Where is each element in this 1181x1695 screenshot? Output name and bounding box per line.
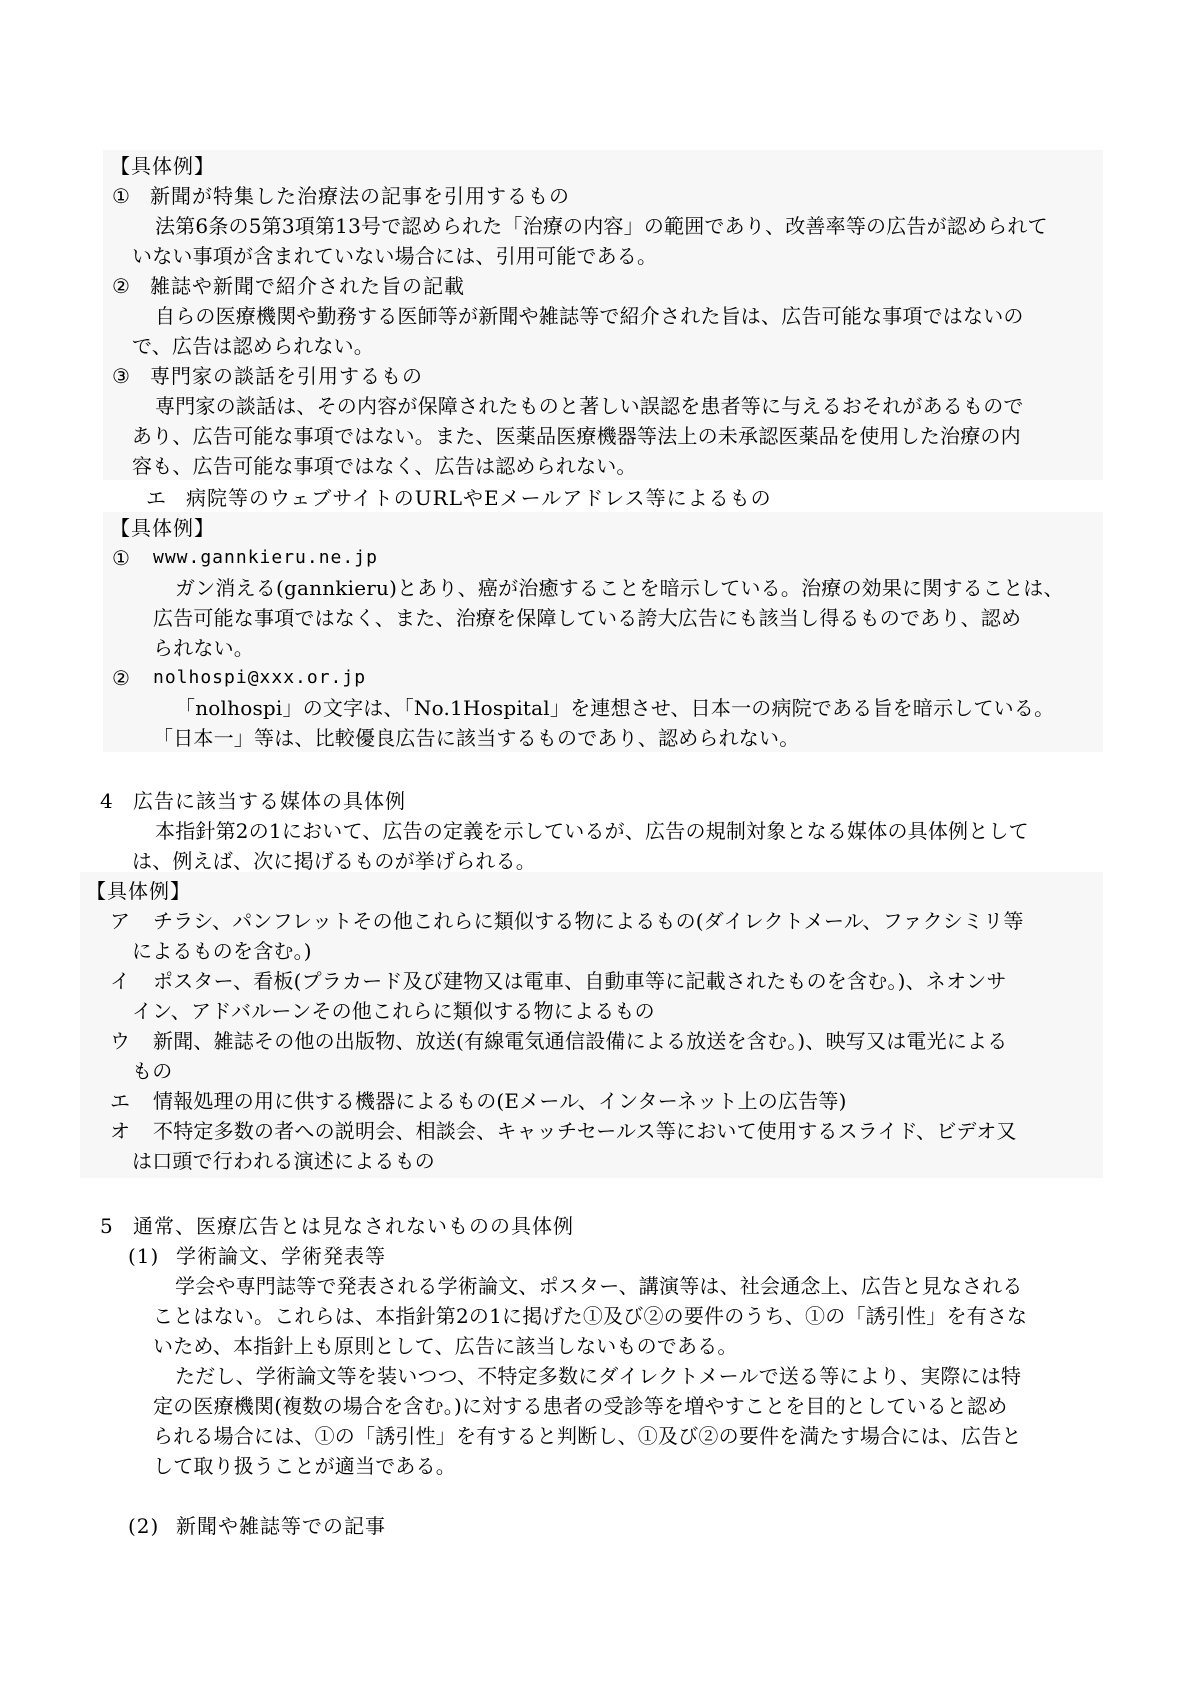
- media-line: チラシ、パンフレットその他これらに類似する物によるもの(ダイレクトメール、ファクシミリ等: [153, 909, 1024, 933]
- media-line: は口頭で行われる演述によるもの: [132, 1149, 435, 1173]
- media-marker: イ: [110, 969, 131, 993]
- subsection-title: 新聞や雑誌等での記事: [176, 1514, 386, 1538]
- example-body-line: 自らの医療機関や勤務する医師等が新聞や雑誌等で紹介された旨は、広告可能な事項ではないの: [155, 304, 1024, 328]
- paragraph-line: られる場合には、①の「誘引性」を有すると判断し、①及び②の要件を満たす場合には、広告と: [153, 1424, 1022, 1448]
- subsection-marker: エ: [146, 486, 167, 510]
- subsection-marker: (1): [128, 1244, 160, 1268]
- section-title: 通常、医療広告とは見なされないものの具体例: [133, 1214, 574, 1238]
- media-line: ポスター、看板(プラカード及び建物又は電車、自動車等に記載されたものを含む。)、ネオンサ: [153, 969, 1007, 993]
- section-title: 広告に該当する媒体の具体例: [133, 789, 406, 813]
- example-body-line: 「日本一」等は、比較優良広告に該当するものであり、認められない。: [153, 726, 800, 750]
- example-title: 雑誌や新聞で紹介された旨の記載: [150, 274, 465, 298]
- examples-heading: 【具体例】: [110, 154, 215, 178]
- media-line: 情報処理の用に供する機器によるもの(Eメール、インターネット上の広告等): [153, 1089, 847, 1113]
- section-number: 4: [100, 789, 114, 813]
- media-line: イン、アドバルーンその他これらに類似する物によるもの: [132, 999, 655, 1023]
- example-email: nolhospi@xxx.or.jp: [153, 667, 367, 688]
- subsection-title: 学術論文、学術発表等: [176, 1244, 386, 1268]
- section-number: 5: [100, 1214, 114, 1238]
- example-body-line: ガン消える(gannkieru)とあり、癌が治癒することを暗示している。治療の効果に関することは、: [175, 576, 1064, 600]
- examples-heading: 【具体例】: [86, 879, 191, 903]
- paragraph-line: ことはない。これらは、本指針第2の1に掲げた①及び②の要件のうち、①の「誘引性」を有さな: [153, 1304, 1028, 1328]
- example-marker: ①: [112, 546, 131, 570]
- example-body-line: 「nolhospi」の文字は、「No.1Hospital」を連想させ、日本一の病院である旨を暗示している。: [175, 696, 1055, 720]
- paragraph-line: 学会や専門誌等で発表される学術論文、ポスター、講演等は、社会通念上、広告と見なされる: [175, 1274, 1023, 1298]
- example-body-line: られない。: [153, 636, 254, 660]
- media-line: によるものを含む。): [132, 939, 312, 963]
- example-body-line: 容も、広告可能な事項ではなく、広告は認められない。: [132, 454, 637, 478]
- example-body-line: で、広告は認められない。: [132, 334, 374, 358]
- example-url: www.gannkieru.ne.jp: [153, 547, 378, 568]
- paragraph-line: ただし、学術論文等を装いつつ、不特定多数にダイレクトメールで送る等により、実際には特: [175, 1364, 1022, 1388]
- paragraph-line: 定の医療機関(複数の場合を含む。)に対する患者の受診等を増やすことを目的としていると認め: [153, 1394, 1008, 1418]
- media-marker: ア: [110, 909, 131, 933]
- media-marker: オ: [110, 1119, 131, 1143]
- example-marker: ②: [112, 666, 131, 690]
- example-body-line: 法第6条の5第3項第13号で認められた「治療の内容」の範囲であり、改善率等の広告が認められて: [155, 214, 1048, 238]
- example-marker: ③: [112, 364, 131, 388]
- section-intro-line: は、例えば、次に掲げるものが挙げられる。: [132, 849, 536, 873]
- example-body-line: あり、広告可能な事項ではない。また、医薬品医療機器等法上の未承認医薬品を使用した治療の内: [132, 424, 1021, 448]
- subsection-title: 病院等のウェブサイトのURLやEメールアドレス等によるもの: [186, 486, 772, 510]
- media-marker: ウ: [110, 1029, 131, 1053]
- example-title: 専門家の談話を引用するもの: [150, 364, 423, 388]
- section-intro-line: 本指針第2の1において、広告の定義を示しているが、広告の規制対象となる媒体の具体例として: [155, 819, 1029, 843]
- example-body-line: 専門家の談話は、その内容が保障されたものと著しい誤認を患者等に与えるおそれがあるもので: [155, 394, 1024, 418]
- examples-heading: 【具体例】: [110, 516, 215, 540]
- media-line: 不特定多数の者への説明会、相談会、キャッチセールス等において使用するスライド、ビデオ又: [153, 1119, 1017, 1143]
- media-marker: エ: [110, 1089, 131, 1113]
- example-marker: ①: [112, 184, 131, 208]
- example-title: 新聞が特集した治療法の記事を引用するもの: [150, 184, 570, 208]
- subsection-marker: (2): [128, 1514, 160, 1538]
- example-marker: ②: [112, 274, 131, 298]
- media-line: 新聞、雑誌その他の出版物、放送(有線電気通信設備による放送を含む。)、映写又は電光による: [153, 1029, 1008, 1053]
- example-body-line: いない事項が含まれていない場合には、引用可能である。: [132, 244, 658, 268]
- paragraph-line: いため、本指針上も原則として、広告に該当しないものである。: [153, 1334, 738, 1358]
- paragraph-line: して取り扱うことが適当である。: [153, 1454, 456, 1478]
- media-line: もの: [132, 1059, 173, 1083]
- example-body-line: 広告可能な事項ではなく、また、治療を保障している誇大広告にも該当し得るものであり、認め: [153, 606, 1022, 630]
